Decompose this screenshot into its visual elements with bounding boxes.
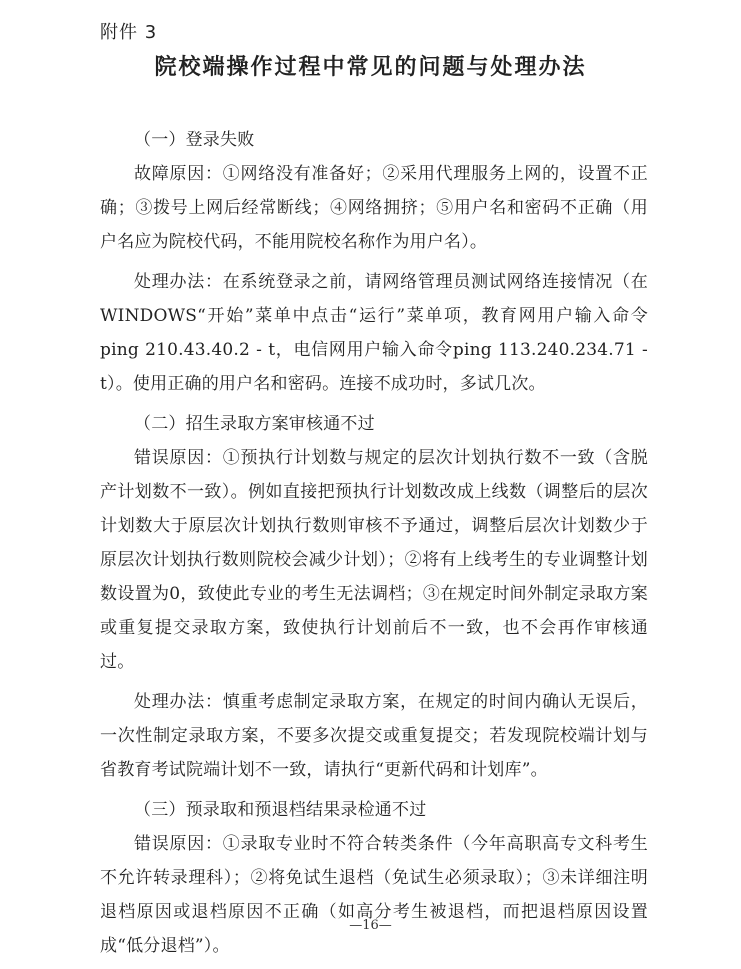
section-2: [100, 407, 648, 787]
page-number: —16—: [349, 918, 392, 933]
paragraph: 故障原因：①网络没有准备好；②采用代理服务上网的，设置不正确；③拨号上网后经常断线；④网络拥挤；⑤用户名和密码不正确（用户名应为院校代码，不能用院校名称作为用户名）。: [100, 164, 648, 252]
section-3: [100, 793, 648, 963]
section-heading: （一）登录失败: [134, 130, 255, 150]
paragraph: 错误原因：①录取专业时不符合转类条件（今年高职高专文科考生不允许转录理科）；②将免试生退档（免试生必须录取）；③未详细注明退档原因或退档原因不正确（如高分考生被退档，而把退档原因设置成“低分退档”）。: [100, 834, 648, 956]
section-heading: （二）招生录取方案审核通不过: [134, 414, 375, 434]
paragraph: 处理办法：在系统登录之前，请网络管理员测试网络连接情况（在WINDOWS“开始”菜单中点击“运行”菜单项，教育网用户输入命令ping 210.43.40.2 - t，电信网用户输入命令ping 113.240.234.71 - t）。使用正确的用户名和密码。连接不成功时，多试几次。: [100, 272, 648, 394]
page-title: 院校端操作过程中常见的问题与处理办法: [154, 55, 587, 80]
paragraph: 错误原因：①预执行计划数与规定的层次计划执行数不一致（含脱产计划数不一致）。例如直接把预执行计划数改成上线数（调整后的层次计划数大于原层次计划执行数则审核不予通过，调整后层次计划数少于原层次计划执行数则院校会减少计划）；②将有上线考生的专业调整计划数设置为0，致使此专业的考生无法调档；③在规定时间外制定录取方案或重复提交录取方案，致使执行计划前后不一致，也不会再作审核通过。: [100, 448, 648, 672]
section-1: [100, 123, 648, 401]
section-heading: （三）预录取和预退档结果录检通不过: [134, 800, 427, 820]
document-body: [100, 123, 648, 969]
attachment-label: 附件 3: [100, 22, 158, 43]
paragraph: 处理办法：慎重考虑制定录取方案，在规定的时间内确认无误后，一次性制定录取方案，不要多次提交或重复提交；若发现院校端计划与省教育考试院端计划不一致，请执行“更新代码和计划库”。: [100, 692, 648, 780]
